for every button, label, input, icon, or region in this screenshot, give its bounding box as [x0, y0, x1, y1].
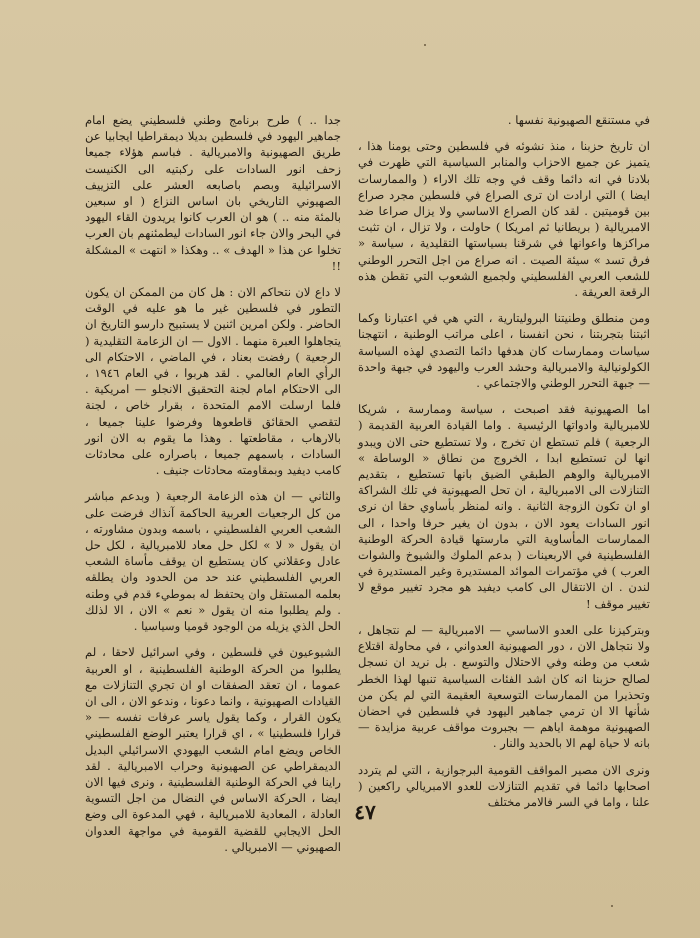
- paper-speck: [424, 44, 426, 46]
- paragraph: جدا .. ) طرح برنامج وطني فلسطيني يضع امام جماهير اليهود في فلسطين بديلا ديمقراطيا ايجابيا عن طريق الصهيونية والامبريالية . فباسم هؤلاء جميعا زحف انور السادات على ركبتيه الى الكنيست الاسرائيلية وبصم باصابعه العشر على التزييف الصهيوني التاريخي بان اساس النزاع ( او سبعين بالمئة منه .. ) هو ان العرب كانوا يريدون القاء اليهود في البحر والان جاء انور السادات ليطمئنهم بان العرب تخلوا عن هذا « الهدف » .. وهكذا « انتهت » المشكلة !!: [85, 113, 341, 273]
- paragraph: والثاني — ان هذه الزعامة الرجعية ( وبدعم مباشر من كل الرجعيات العربية الحاكمة آنذاك فرضت على الشعب العربي الفلسطيني ، باسمه وبدون مشاورته ، ان يقول « لا » لكل حل معاد للامبريالية ، لكل حل عادل وعقلاني كان يستطيع ان يوقف مأساة الشعب العربي الفلسطيني عند حد من الحدود وان يطلقه بعلمه المستقل وان يحتفظ له بموطيء قدم في وطنه . ولم يطلبوا منه ان يقول « نعم » الان ، الا لذلك الحل الذي يزيله من الوجود قوميا وسياسيا .: [85, 489, 341, 634]
- paragraph: ومن منطلق وطنيتنا البروليتارية ، التي هي في اعتبارنا وكما اثبتنا بتجربتنا ، نحن انفسنا ، اعلى مراتب الوطنية ، انتهجنا سياسات وممارسات كان هدفها دائما التصدي لهذه السياسة الكولونيالية والامبريالية وحشد العرب واليهود في جبهة واحدة — جبهة التحرر الوطني والاجتماعي .: [358, 311, 650, 391]
- paragraph: لا داع لان نتحاكم الان : هل كان من الممكن ان يكون التطور في فلسطين غير ما هو عليه في الوقت الحاضر . ولكن امرين اثنين لا يستبيح دارسو التاريخ ان يتجاهلوا العبرة منهما . الاول — ان الزعامة التقليدية ( الرجعية ) رفضت بعناد ، في الماضي ، الاحتكام الى الرأي العام العالمي . لقد هربوا ، في العام ١٩٤٦ ، الى الاحتكام امام لجنة التحقيق الانجلو — امريكية . فلما ارسلت الامم المتحدة ، بقرار خاص ، لجنة لتقصي الحقائق قاطعوها وفرضوا علينا جميعا ، بالارهاب ، مقاطعتها . وهذا ما يقوم به الان انور السادات ، باسمهم جميعا ، باصراره على محادثات كامب ديفيد وبمقاومته محادثات جنيف .: [85, 285, 341, 478]
- paragraph: الشيوعيون في فلسطين ، وفي اسرائيل لاحقا ، لم يطلبوا من الحركة الوطنية الفلسطينية ، او العربية عموما ، ان تعقد الصفقات او ان تجري التنازلات مع القيادات الصهيونية ، وانما دعونا ، وندعو الان ، الى ان يكون القرار ، وكما يقول ياسر عرفات نفسه — « قرارا فلسطينيا » ، اي قرارا يعتبر الوضع الفلسطيني الخاص ويضع امام الشعب اليهودي الاسرائيلي البديل الديمقراطي عن الصهيونية وحراب الامبريالية . لقد راينا في الحركة الوطنية الفلسطينية ، ونرى فيها الان ايضا ، الحركة الاساس في النضال من اجل التسوية العادلة ، المعادية للامبريالية ، فهي المدعوة الى وضع الحل الايجابي للقضية القومية في مواجهة العدوان الصهيوني — الامبريالي .: [85, 645, 341, 854]
- paragraph: ان تاريخ حزبنا ، منذ نشوئه في فلسطين وحتى يومنا هذا ، يتميز عن جميع الاحزاب والمنابر السياسية التي ظهرت في بلادنا في انه دائما وقف في وجه تلك الاراء ( والممارسات ايضا ) التي ارادت ان ترى الصراع في فلسطين مجرد صراع بين قوميتين . لقد كان الصراع الاساسي ولا يزال صراعا ضد الامبريالية ( بريطانيا ثم امريكا ) حاولت ، ولا تزال ، ان تثبت مراكزها واعوانها في شرقنا بسياستها التقليدية ، سياسة « فرق تسد » سيئة الصيت . انه صراع من اجل التحرر الوطني للشعب العربي الفلسطيني ولجميع الشعوب التي تقطن هذه الرقعة العريقة .: [358, 139, 650, 300]
- paragraph: في مستنقع الصهيونية نفسها .: [507, 113, 650, 127]
- paragraph: وبتركيزنا على العدو الاساسي — الامبريالية — لم نتجاهل ، ولا نتجاهل الان ، دور الصهيونية العدواني ، في محاولة اقتلاع شعب من وطنه وفي الاحتلال والتوسع . بل نريد ان نسجل لصالح حزبنا انه كان اشد الفئات السياسية تنبها لهذا الخطر وتحذيرا من الممارسات التوسعية العقيمة التي لم يكن من شأنها الا ان ترمي جماهير اليهود في فلسطين في احضان الصهيونية موهمة اياهم — بجبروت مواقف عربية مزايدة — بانه لا حياة لهم الا بالحديد والنار .: [358, 622, 650, 751]
- paper-speck: [611, 905, 613, 907]
- right-text-column: [358, 112, 650, 820]
- page-number: ٤٧: [354, 800, 376, 824]
- paragraph: ونرى الان مصير المواقف القومية البرجوازية ، التي لم يتردد اصحابها دائما في تقديم التنازلات للعدو الامبريالي راكعين ( علنا ، واما في السر فالامر مختلف: [358, 762, 650, 809]
- paragraph: اما الصهيونية فقد اصبحت ، سياسة وممارسة ، شريكا للامبريالية وادواتها الرئيسية . واما القيادة العربية القديمة ( الرجعية ) فلم تستطع ان تخرج ، ولا تستطيع حتى الان ويبدو انها لن تستطيع ابدا ، الخروج من نطاق « الوساطة » الامبريالية والوهم الطبقي الضيق بانها تستطيع ، بتقديم التنازلات الى الامبريالية ، ان تحل الصهيونية في تلك الشراكة او ان تكون الزوجة الثانية . وانه لمنظر بأساوي حقا ان نرى انور السادات يعود الان ، بدون ان يغير حرفا واحدا ، الى الممارسات المأساوية التي مارستها قيادة الحركة الوطنية الفلسطينية في الاربعينات ( بدعم الملوك والشيوخ والشوات العرب ) في مؤتمرات الموائد المستديرة وغير المستديرة في لندن . ان الانتقال الى كامب ديفيد هو مجرد تغيير موقع لا تغيير موقف !: [358, 402, 650, 611]
- left-text-column: [85, 112, 341, 865]
